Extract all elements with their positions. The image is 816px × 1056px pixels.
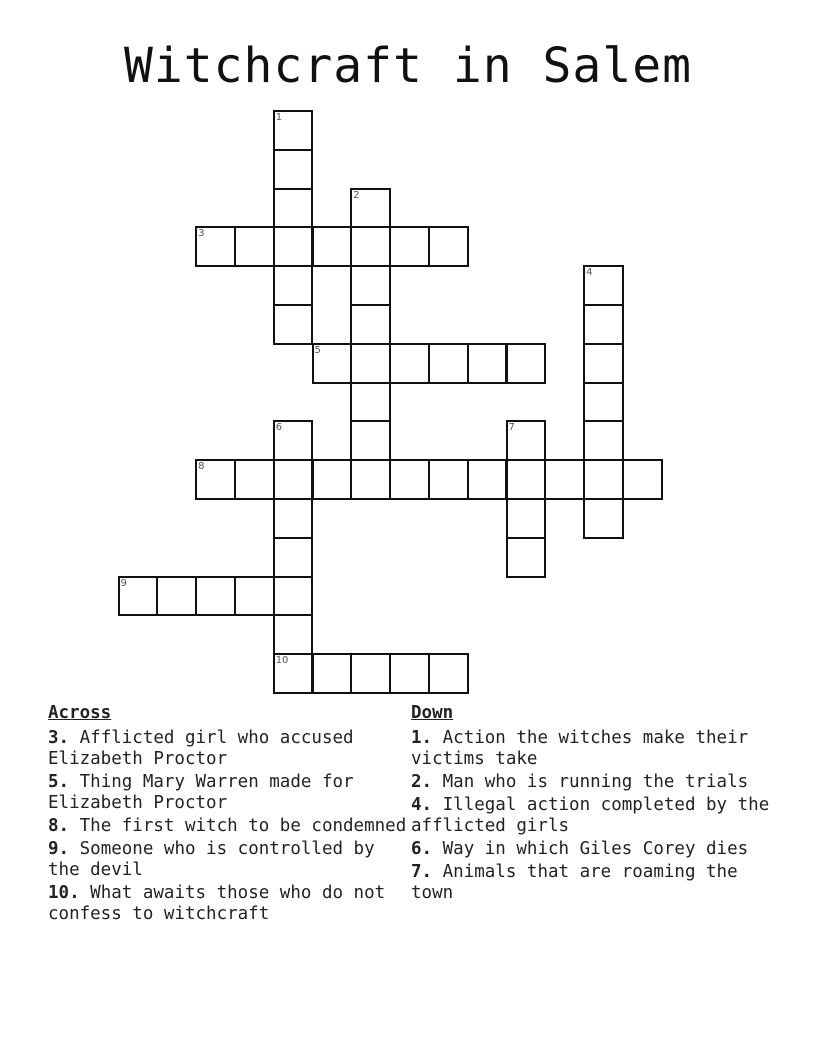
clue-number-label: 3: [198, 228, 205, 240]
grid-cell[interactable]: [622, 459, 663, 500]
across-clues: [48, 703, 408, 927]
puzzle-title: Witchcraft in Salem: [123, 38, 693, 94]
clue-number-label: 4: [586, 267, 593, 279]
grid-cell[interactable]: [273, 420, 314, 461]
grid-cell[interactable]: [506, 537, 547, 578]
grid-cell[interactable]: [389, 226, 430, 267]
grid-cell[interactable]: [234, 576, 275, 617]
grid-cell[interactable]: [273, 226, 314, 267]
grid-cell[interactable]: [195, 459, 236, 500]
grid-cell[interactable]: [583, 420, 624, 461]
clue-down-7: 7. Animals that are roaming the town: [411, 862, 738, 903]
grid-cell[interactable]: [428, 226, 469, 267]
clue-number-label: 7: [508, 422, 515, 434]
grid-cell[interactable]: [583, 343, 624, 384]
clue-down-6: 6. Way in which Giles Corey dies: [411, 839, 749, 859]
grid-cell[interactable]: [273, 653, 314, 694]
grid-cell[interactable]: [544, 459, 585, 500]
grid-cell[interactable]: [273, 188, 314, 229]
grid-cell[interactable]: [350, 459, 391, 500]
grid-cell[interactable]: [506, 459, 547, 500]
down-clues: [411, 703, 771, 906]
grid-cell[interactable]: [273, 537, 314, 578]
clue-across-8: 8. The first witch to be condemned: [48, 816, 407, 836]
grid-cell[interactable]: [583, 304, 624, 345]
grid-cell[interactable]: [389, 653, 430, 694]
grid-cell[interactable]: [350, 265, 391, 306]
grid-cell[interactable]: [118, 576, 159, 617]
grid-cell[interactable]: [273, 149, 314, 190]
grid-cell[interactable]: [273, 265, 314, 306]
grid-cell[interactable]: [350, 304, 391, 345]
clue-across-10: 10. What awaits those who do not confess to witchcraft: [48, 883, 386, 924]
grid-cell[interactable]: [312, 459, 353, 500]
clue-across-5: 5. Thing Mary Warren made for Elizabeth Proctor: [48, 772, 354, 813]
grid-cell[interactable]: [312, 653, 353, 694]
grid-cell[interactable]: [195, 226, 236, 267]
down-heading: Down: [411, 703, 454, 723]
grid-cell[interactable]: [273, 498, 314, 539]
grid-cell[interactable]: [312, 226, 353, 267]
grid-cell[interactable]: [273, 576, 314, 617]
grid-cell[interactable]: [583, 459, 624, 500]
across-heading: Across: [48, 703, 112, 723]
clue-across-9: 9. Someone who is controlled by the devil: [48, 839, 375, 880]
grid-cell[interactable]: [467, 343, 508, 384]
grid-cell[interactable]: [350, 226, 391, 267]
grid-cell[interactable]: [506, 420, 547, 461]
grid-cell[interactable]: [312, 343, 353, 384]
grid-cell[interactable]: [350, 188, 391, 229]
grid-cell[interactable]: [156, 576, 197, 617]
grid-cell[interactable]: [389, 459, 430, 500]
grid-cell[interactable]: [506, 343, 547, 384]
grid-cell[interactable]: [428, 653, 469, 694]
clue-number-label: 6: [275, 422, 283, 434]
grid-cell[interactable]: [428, 343, 469, 384]
clue-down-1: 1. Action the witches make their victims take: [411, 728, 749, 769]
grid-cell[interactable]: [583, 498, 624, 539]
grid-cell[interactable]: [389, 343, 430, 384]
grid-cell[interactable]: [273, 459, 314, 500]
clue-number-label: 9: [120, 577, 127, 589]
grid-cell[interactable]: [506, 498, 547, 539]
grid-cell[interactable]: [234, 459, 275, 500]
clue-number-label: 8: [198, 461, 205, 473]
grid-cell[interactable]: [195, 576, 236, 617]
grid-cell[interactable]: [273, 110, 314, 151]
grid-cell[interactable]: [350, 653, 391, 694]
clue-number-label: 1: [275, 112, 283, 123]
grid-cell[interactable]: [350, 343, 391, 384]
grid-cell[interactable]: [350, 420, 391, 461]
grid-cell[interactable]: [467, 459, 508, 500]
clue-number-label: 10: [275, 655, 289, 667]
grid-cell[interactable]: [583, 382, 624, 423]
clue-number-label: 2: [353, 189, 360, 201]
clue-number-label: 5: [314, 344, 321, 356]
grid-cell[interactable]: [350, 382, 391, 423]
grid-cell[interactable]: [583, 265, 624, 306]
grid-cell[interactable]: [234, 226, 275, 267]
grid-cell[interactable]: [273, 614, 314, 655]
clue-down-4: 4. Illegal action completed by the afflicted girls: [411, 795, 770, 836]
grid-cell[interactable]: [428, 459, 469, 500]
clue-down-2: 2. Man who is running the trials: [411, 772, 749, 792]
clue-across-3: 3. Afflicted girl who accused Elizabeth Proctor: [48, 728, 354, 769]
grid-cell[interactable]: [273, 304, 314, 345]
